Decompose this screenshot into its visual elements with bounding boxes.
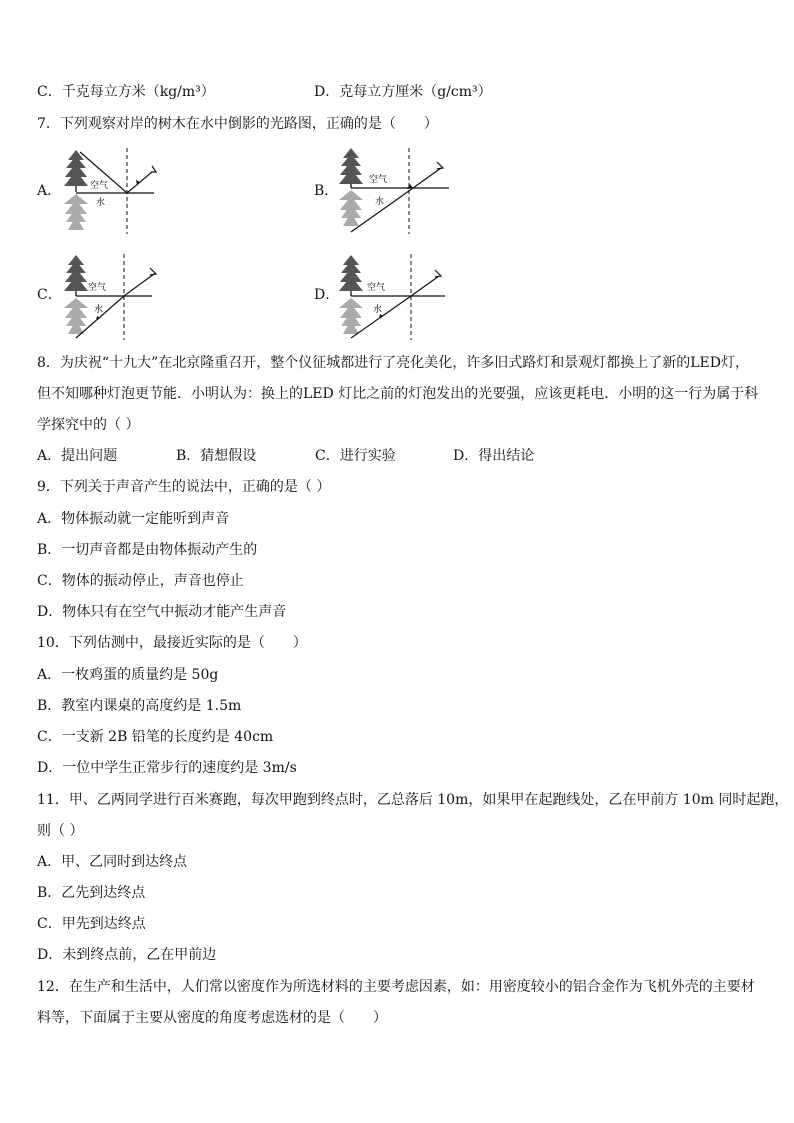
q7-figure-d (335, 252, 450, 342)
q7-figure-c (60, 252, 170, 342)
q10-option-b: B．教室内课桌的高度约是 1.5m (37, 698, 242, 714)
tree-icon (64, 150, 88, 230)
q7-stem: 7．下列观察对岸的树木在水中倒影的光路图，正确的是（ ） (37, 116, 438, 132)
q11-line-2: 则（ ） (37, 823, 84, 839)
q7-label-c: C． (37, 287, 62, 303)
q7-label-b: B． (314, 183, 339, 199)
q11-option-d: D．未到终点前，乙在甲前边 (37, 947, 217, 963)
q6-option-c: C．千克每立方米（kg/m³） (37, 84, 215, 100)
svg-text:空气: 空气 (88, 283, 107, 293)
q12-line-2: 料等，下面属于主要从密度的角度考虑选材的是（ ） (37, 1010, 387, 1026)
q8-option-b: B．猜想假设 (176, 448, 257, 464)
q9-stem: 9．下列关于声音产生的说法中，正确的是（ ） (37, 479, 331, 495)
q12-line-1: 12．在生产和生活中，人们常以密度作为所选材料的主要考虑因素，如：用密度较小的铝合金作为飞机外壳的主要材 (37, 979, 755, 995)
q10-option-d: D．一位中学生正常步行的速度约是 3m/s (37, 760, 297, 776)
q11-option-a: A．甲、乙同时到达终点 (37, 854, 188, 870)
q7-label-a: A． (37, 183, 62, 199)
svg-text:水: 水 (375, 197, 385, 207)
q7-figure-b (335, 146, 455, 236)
q9-option-c: C．物体的振动停止，声音也停止 (37, 573, 244, 589)
q10-option-c: C．一支新 2B 铅笔的长度约是 40cm (37, 729, 274, 745)
air-label: 空气 (90, 181, 109, 191)
water-label: 水 (96, 198, 106, 208)
q8-line-3: 学探究中的（ ） (37, 417, 140, 433)
q11-line-1: 11．甲、乙两同学进行百米赛跑，每次甲跑到终点时，乙总落后 10m，如果甲在起跑线处，乙在甲前方 10m 同时起跑， (37, 792, 789, 808)
q9-option-a: A．物体振动就一定能听到声音 (37, 511, 230, 527)
q8-option-d: D．得出结论 (453, 448, 535, 464)
q9-option-b: B．一切声音都是由物体振动产生的 (37, 542, 258, 558)
svg-text:水: 水 (94, 305, 104, 315)
tree-icon (64, 255, 88, 334)
q8-line-1: 8．为庆祝“十九大”在北京隆重召开，整个仪征城都进行了亮化美化，许多旧式路灯和景观灯都换上了新的LED灯， (37, 355, 749, 371)
q10-stem: 10．下列估测中，最接近实际的是（ ） (37, 635, 307, 651)
q11-option-b: B．乙先到达终点 (37, 885, 146, 901)
q8-line-2: 但不知哪种灯泡更节能．小明认为：换上的LED 灯比之前的灯泡发出的光要强，应该更耗电．小明的这一行为属于科 (37, 386, 759, 402)
q7-label-d: D． (314, 287, 340, 303)
q7-figure-a (60, 146, 160, 236)
q6-option-d: D．克每立方厘米（g/cm³） (314, 84, 492, 100)
svg-text:水: 水 (373, 305, 383, 315)
q11-option-c: C．甲先到达终点 (37, 916, 146, 932)
svg-text:空气: 空气 (367, 283, 386, 293)
q8-option-a: A．提出问题 (37, 448, 118, 464)
svg-text:空气: 空气 (369, 175, 388, 185)
tree-icon (339, 255, 363, 334)
q9-option-d: D．物体只有在空气中振动才能产生声音 (37, 604, 287, 620)
q8-option-c: C．进行实验 (315, 448, 396, 464)
q10-option-a: A．一枚鸡蛋的质量约是 50g (37, 667, 219, 683)
tree-icon (339, 148, 363, 226)
